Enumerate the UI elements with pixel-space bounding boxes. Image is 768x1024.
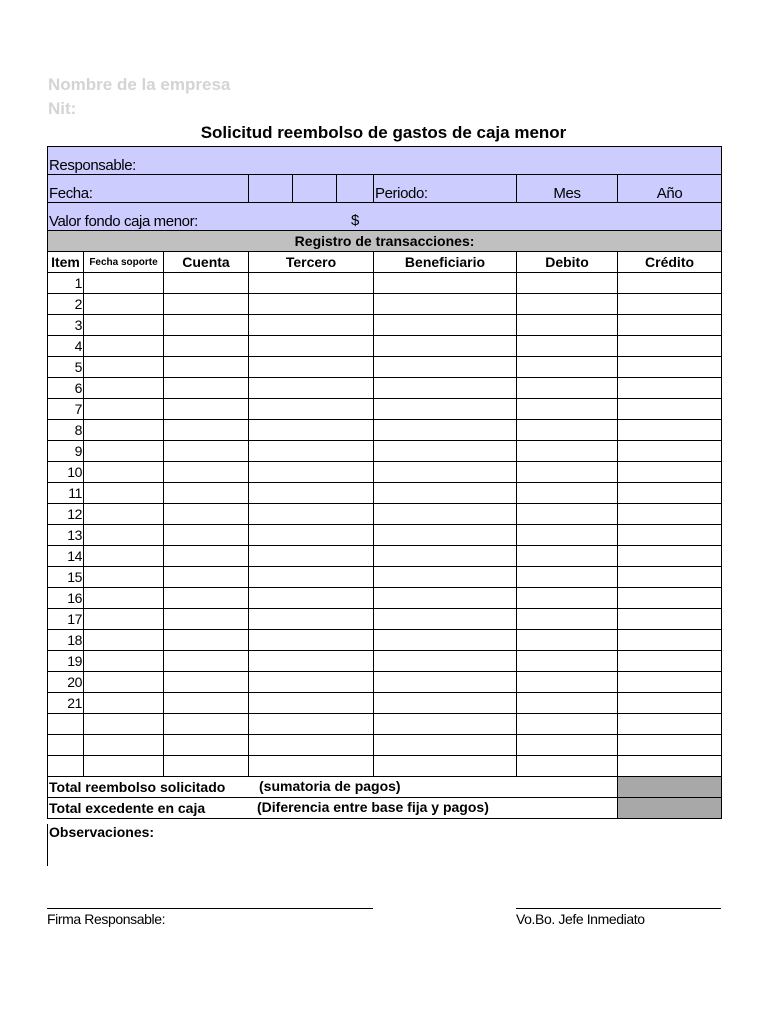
col-credito: Crédito [618, 252, 722, 273]
form-title: Solicitud reembolso de gastos de caja menor [200, 123, 567, 142]
credito-cell[interactable] [618, 756, 722, 777]
credito-cell[interactable] [618, 672, 722, 693]
tercero-cell[interactable] [249, 525, 374, 546]
tercero-cell[interactable] [249, 735, 374, 756]
item-number-cell [48, 735, 84, 756]
cuenta-cell[interactable] [164, 273, 249, 294]
cuenta-cell[interactable] [164, 756, 249, 777]
beneficiario-cell[interactable] [374, 483, 517, 504]
table-row [48, 399, 722, 420]
fecha-soporte-cell[interactable] [84, 609, 164, 630]
credito-cell[interactable] [618, 462, 722, 483]
table-row [48, 378, 722, 399]
debito-cell[interactable] [517, 420, 618, 441]
item-number-cell [48, 756, 84, 777]
item-number-cell: 14 [48, 546, 84, 567]
tercero-cell[interactable] [249, 693, 374, 714]
item-number-cell: 13 [48, 525, 84, 546]
fecha-label: Fecha: [48, 175, 249, 203]
debito-cell[interactable] [517, 462, 618, 483]
total-excedente-row [48, 798, 618, 819]
tercero-cell[interactable] [249, 315, 374, 336]
cuenta-cell[interactable] [164, 546, 249, 567]
credito-cell[interactable] [618, 651, 722, 672]
beneficiario-cell[interactable] [374, 441, 517, 462]
item-number-cell: 16 [48, 588, 84, 609]
credito-cell[interactable] [618, 420, 722, 441]
item-number-cell: 5 [48, 357, 84, 378]
fecha-soporte-cell[interactable] [84, 630, 164, 651]
credito-cell[interactable] [618, 588, 722, 609]
credito-cell[interactable] [618, 357, 722, 378]
credito-cell[interactable] [618, 441, 722, 462]
beneficiario-cell[interactable] [374, 462, 517, 483]
beneficiario-cell[interactable] [374, 315, 517, 336]
cuenta-cell[interactable] [164, 378, 249, 399]
credito-cell[interactable] [618, 504, 722, 525]
beneficiario-cell[interactable] [374, 609, 517, 630]
tercero-cell[interactable] [249, 672, 374, 693]
beneficiario-cell[interactable] [374, 504, 517, 525]
fecha-soporte-cell[interactable] [84, 567, 164, 588]
firma-responsable-label: Firma Responsable: [47, 911, 166, 927]
fecha-soporte-cell[interactable] [84, 714, 164, 735]
total-reembolso-row [48, 777, 618, 798]
credito-cell[interactable] [618, 315, 722, 336]
tercero-cell[interactable] [249, 462, 374, 483]
credito-cell[interactable] [618, 630, 722, 651]
debito-cell[interactable] [517, 630, 618, 651]
vobo-jefe-line [516, 908, 721, 909]
item-number-cell: 19 [48, 651, 84, 672]
beneficiario-cell[interactable] [374, 357, 517, 378]
fecha-soporte-cell[interactable] [84, 546, 164, 567]
beneficiario-cell[interactable] [374, 294, 517, 315]
tercero-cell[interactable] [249, 378, 374, 399]
beneficiario-cell[interactable] [374, 525, 517, 546]
credito-cell[interactable] [618, 609, 722, 630]
fecha-soporte-cell[interactable] [84, 273, 164, 294]
table-row [48, 441, 722, 462]
item-number-cell: 17 [48, 609, 84, 630]
table-row [48, 504, 722, 525]
total-reembolso-note: (sumatoria de pagos) [259, 778, 401, 794]
item-number-cell: 20 [48, 672, 84, 693]
registro-title: Registro de transacciones: [48, 231, 722, 252]
item-number-cell: 18 [48, 630, 84, 651]
fecha-soporte-cell[interactable] [84, 336, 164, 357]
table-row [48, 651, 722, 672]
tercero-cell[interactable] [249, 567, 374, 588]
debito-cell[interactable] [517, 294, 618, 315]
fecha-soporte-cell[interactable] [84, 735, 164, 756]
fecha-soporte-cell[interactable] [84, 357, 164, 378]
debito-cell[interactable] [517, 588, 618, 609]
table-row [48, 336, 722, 357]
fecha-soporte-cell[interactable] [84, 483, 164, 504]
credito-cell[interactable] [618, 735, 722, 756]
beneficiario-cell[interactable] [374, 336, 517, 357]
credito-cell[interactable] [618, 714, 722, 735]
item-number-cell: 11 [48, 483, 84, 504]
tercero-cell[interactable] [249, 546, 374, 567]
beneficiario-cell[interactable] [374, 672, 517, 693]
credito-cell[interactable] [618, 294, 722, 315]
beneficiario-cell[interactable] [374, 630, 517, 651]
fecha-soporte-cell[interactable] [84, 378, 164, 399]
beneficiario-cell[interactable] [374, 546, 517, 567]
fecha-soporte-cell[interactable] [84, 525, 164, 546]
item-number-cell: 8 [48, 420, 84, 441]
beneficiario-cell[interactable] [374, 693, 517, 714]
table-row [48, 567, 722, 588]
table-row [48, 756, 722, 777]
cuenta-cell[interactable] [164, 672, 249, 693]
tercero-cell[interactable] [249, 483, 374, 504]
cuenta-cell[interactable] [164, 336, 249, 357]
fecha-soporte-cell[interactable] [84, 693, 164, 714]
tercero-cell[interactable] [249, 714, 374, 735]
credito-cell[interactable] [618, 483, 722, 504]
total-excedente-value[interactable] [618, 798, 722, 819]
anio-label: Año [618, 175, 722, 203]
beneficiario-cell[interactable] [374, 735, 517, 756]
cuenta-cell[interactable] [164, 483, 249, 504]
col-debito: Debito [517, 252, 618, 273]
total-excedente-label: Total excedente en caja [49, 800, 206, 816]
table-row [48, 483, 722, 504]
fecha-soporte-cell[interactable] [84, 672, 164, 693]
credito-cell[interactable] [618, 525, 722, 546]
beneficiario-cell[interactable] [374, 378, 517, 399]
tercero-cell[interactable] [249, 420, 374, 441]
beneficiario-cell[interactable] [374, 273, 517, 294]
beneficiario-cell[interactable] [374, 588, 517, 609]
debito-cell[interactable] [517, 378, 618, 399]
tercero-cell[interactable] [249, 336, 374, 357]
tercero-cell[interactable] [249, 630, 374, 651]
item-number-cell: 7 [48, 399, 84, 420]
responsable-label: Responsable: [48, 147, 722, 175]
col-item: Item [48, 252, 84, 273]
item-number-cell: 9 [48, 441, 84, 462]
item-number-cell: 4 [48, 336, 84, 357]
firma-responsable-line [47, 908, 373, 909]
cuenta-cell[interactable] [164, 588, 249, 609]
credito-cell[interactable] [618, 336, 722, 357]
debito-cell[interactable] [517, 693, 618, 714]
fecha-month-cell[interactable] [293, 175, 337, 203]
item-number-cell: 6 [48, 378, 84, 399]
vobo-jefe-label: Vo.Bo. Jefe Inmediato [516, 911, 645, 927]
debito-cell[interactable] [517, 483, 618, 504]
reimbursement-form-table [47, 146, 722, 819]
table-row [48, 315, 722, 336]
table-row [48, 420, 722, 441]
beneficiario-cell[interactable] [374, 399, 517, 420]
fecha-soporte-cell[interactable] [84, 504, 164, 525]
cuenta-cell[interactable] [164, 420, 249, 441]
tercero-cell[interactable] [249, 504, 374, 525]
periodo-label: Periodo: [374, 175, 517, 203]
debito-cell[interactable] [517, 714, 618, 735]
table-row [48, 693, 722, 714]
table-row [48, 672, 722, 693]
item-number-cell [48, 714, 84, 735]
debito-cell[interactable] [517, 336, 618, 357]
table-row [48, 588, 722, 609]
beneficiario-cell[interactable] [374, 420, 517, 441]
item-number-cell: 3 [48, 315, 84, 336]
total-reembolso-label: Total reembolso solicitado [49, 779, 226, 795]
debito-cell[interactable] [517, 525, 618, 546]
fecha-soporte-cell[interactable] [84, 399, 164, 420]
table-row [48, 630, 722, 651]
tercero-cell[interactable] [249, 273, 374, 294]
fecha-soporte-cell[interactable] [84, 588, 164, 609]
credito-cell[interactable] [618, 378, 722, 399]
total-reembolso-value[interactable] [618, 777, 722, 798]
valor-fondo-label: Valor fondo caja menor: [49, 213, 198, 230]
observaciones-label[interactable]: Observaciones: [47, 824, 154, 866]
credito-cell[interactable] [618, 399, 722, 420]
fecha-soporte-cell[interactable] [84, 315, 164, 336]
beneficiario-cell[interactable] [374, 567, 517, 588]
item-number-cell: 21 [48, 693, 84, 714]
credito-cell[interactable] [618, 693, 722, 714]
cuenta-cell[interactable] [164, 504, 249, 525]
cuenta-cell[interactable] [164, 567, 249, 588]
cuenta-cell[interactable] [164, 714, 249, 735]
debito-cell[interactable] [517, 672, 618, 693]
table-row [48, 525, 722, 546]
cuenta-cell[interactable] [164, 525, 249, 546]
tercero-cell[interactable] [249, 294, 374, 315]
debito-cell[interactable] [517, 504, 618, 525]
cuenta-cell[interactable] [164, 735, 249, 756]
debito-cell[interactable] [517, 735, 618, 756]
debito-cell[interactable] [517, 441, 618, 462]
col-beneficiario: Beneficiario [374, 252, 517, 273]
total-excedente-note: (Diferencia entre base fija y pagos) [257, 799, 489, 815]
cuenta-cell[interactable] [164, 294, 249, 315]
table-row [48, 294, 722, 315]
company-nit: Nit: [48, 99, 77, 118]
beneficiario-cell[interactable] [374, 651, 517, 672]
table-row [48, 735, 722, 756]
cuenta-cell[interactable] [164, 609, 249, 630]
table-row [48, 462, 722, 483]
table-row [48, 714, 722, 735]
cuenta-cell[interactable] [164, 357, 249, 378]
cuenta-cell[interactable] [164, 651, 249, 672]
tercero-cell[interactable] [249, 651, 374, 672]
debito-cell[interactable] [517, 567, 618, 588]
tercero-cell[interactable] [249, 609, 374, 630]
debito-cell[interactable] [517, 609, 618, 630]
company-name: Nombre de la empresa [48, 75, 231, 94]
cuenta-cell[interactable] [164, 462, 249, 483]
tercero-cell[interactable] [249, 441, 374, 462]
cuenta-cell[interactable] [164, 315, 249, 336]
item-number-cell: 2 [48, 294, 84, 315]
debito-cell[interactable] [517, 651, 618, 672]
table-row [48, 357, 722, 378]
tercero-cell[interactable] [249, 357, 374, 378]
debito-cell[interactable] [517, 315, 618, 336]
fecha-soporte-cell[interactable] [84, 441, 164, 462]
debito-cell[interactable] [517, 546, 618, 567]
credito-cell[interactable] [618, 567, 722, 588]
cuenta-cell[interactable] [164, 693, 249, 714]
fecha-soporte-cell[interactable] [84, 420, 164, 441]
col-tercero: Tercero [249, 252, 374, 273]
col-cuenta: Cuenta [164, 252, 249, 273]
col-fecha-soporte: Fecha soporte [84, 252, 164, 273]
fecha-soporte-cell[interactable] [84, 294, 164, 315]
fecha-soporte-cell[interactable] [84, 462, 164, 483]
item-number-cell: 12 [48, 504, 84, 525]
fecha-year-cell[interactable] [337, 175, 374, 203]
cuenta-cell[interactable] [164, 399, 249, 420]
item-number-cell: 15 [48, 567, 84, 588]
fecha-soporte-cell[interactable] [84, 756, 164, 777]
mes-label: Mes [517, 175, 618, 203]
beneficiario-cell[interactable] [374, 756, 517, 777]
credito-cell[interactable] [618, 546, 722, 567]
cuenta-cell[interactable] [164, 630, 249, 651]
debito-cell[interactable] [517, 357, 618, 378]
table-row [48, 273, 722, 294]
currency-symbol: $ [351, 212, 359, 229]
debito-cell[interactable] [517, 273, 618, 294]
fecha-soporte-cell[interactable] [84, 651, 164, 672]
tercero-cell[interactable] [249, 756, 374, 777]
item-number-cell: 1 [48, 273, 84, 294]
fecha-day-cell[interactable] [249, 175, 293, 203]
tercero-cell[interactable] [249, 588, 374, 609]
credito-cell[interactable] [618, 273, 722, 294]
debito-cell[interactable] [517, 756, 618, 777]
cuenta-cell[interactable] [164, 441, 249, 462]
table-row [48, 546, 722, 567]
table-row [48, 609, 722, 630]
debito-cell[interactable] [517, 399, 618, 420]
item-number-cell: 10 [48, 462, 84, 483]
valor-fondo-row[interactable] [48, 203, 722, 231]
beneficiario-cell[interactable] [374, 714, 517, 735]
tercero-cell[interactable] [249, 399, 374, 420]
